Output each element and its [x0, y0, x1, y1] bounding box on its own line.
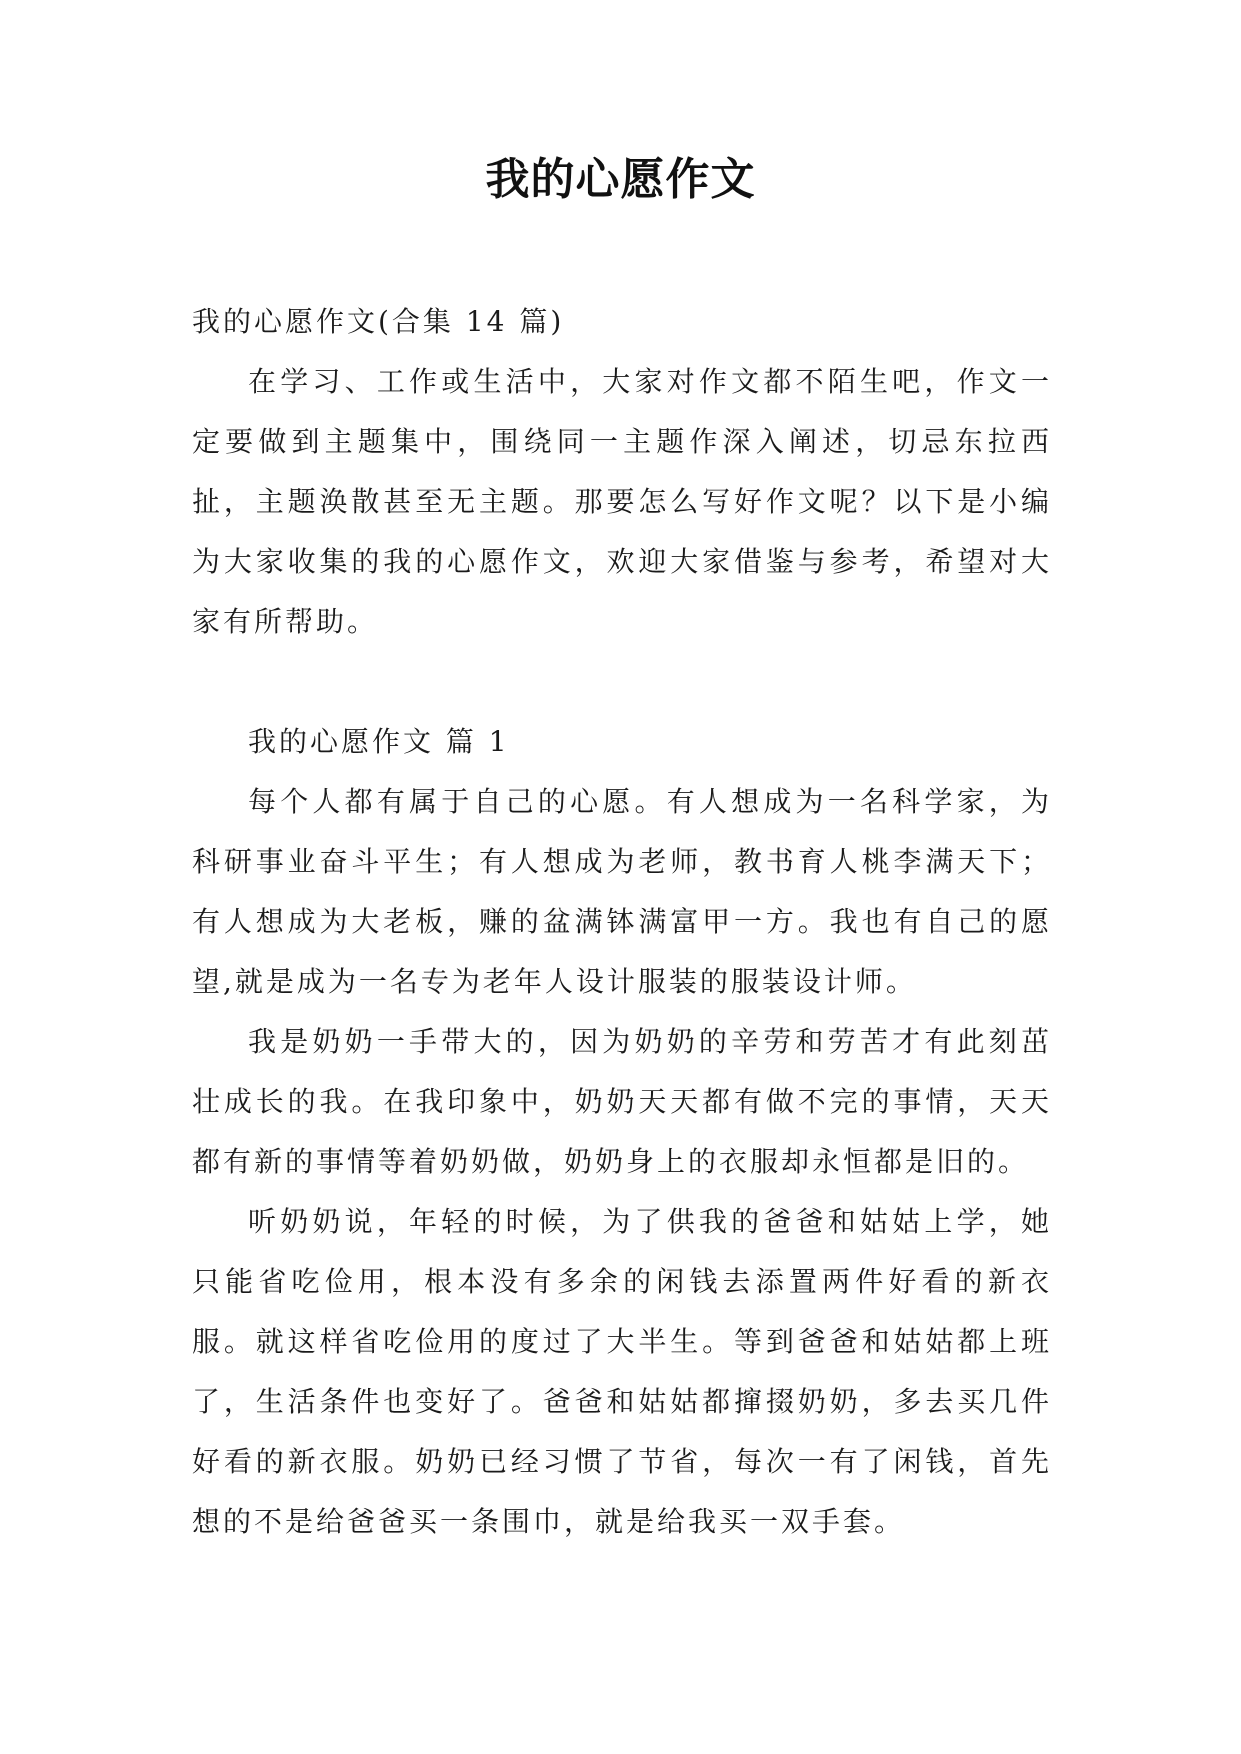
document-title: 我的心愿作文 — [485, 154, 756, 205]
section-paragraph-3: 听奶奶说，年轻的时候，为了供我的爸爸和姑姑上学，她只能省吃俭用，根本没有多余的闲钱去添置两件好看的新衣服。就这样省吃俭用的度过了大半生。等到爸爸和姑姑都上班了，生活条件也变好了。爸爸和姑姑都撺掇奶奶，多去买几件好看的新衣服。奶奶已经习惯了节省，每次一有了闲钱，首先想的不是给爸爸买一条围巾，就是给我买一双手套。 — [192, 1205, 1052, 1538]
section-spacer — [192, 652, 1052, 712]
section-paragraph-2: 我是奶奶一手带大的，因为奶奶的辛劳和劳苦才有此刻茁壮成长的我。在我印象中，奶奶天天都有做不完的事情，天天都有新的事情等着奶奶做，奶奶身上的衣服却永恒都是旧的。 — [192, 1025, 1052, 1178]
section-heading: 我的心愿作文 篇 1 — [248, 725, 510, 758]
document-body — [192, 292, 1052, 1552]
document-subtitle: 我的心愿作文(合集 14 篇) — [192, 305, 565, 338]
intro-paragraph: 在学习、工作或生活中，大家对作文都不陌生吧，作文一定要做到主题集中，围绕同一主题作深入阐述，切忌东拉西扯，主题涣散甚至无主题。那要怎么写好作文呢？以下是小编为大家收集的我的心愿作文，欢迎大家借鉴与参考，希望对大家有所帮助。 — [192, 365, 1052, 638]
section-paragraph-1: 每个人都有属于自己的心愿。有人想成为一名科学家，为科研事业奋斗平生；有人想成为老师，教书育人桃李满天下；有人想成为大老板，赚的盆满钵满富甲一方。我也有自己的愿望,就是成为一名专为老年人设计服装的服装设计师。 — [192, 785, 1052, 998]
